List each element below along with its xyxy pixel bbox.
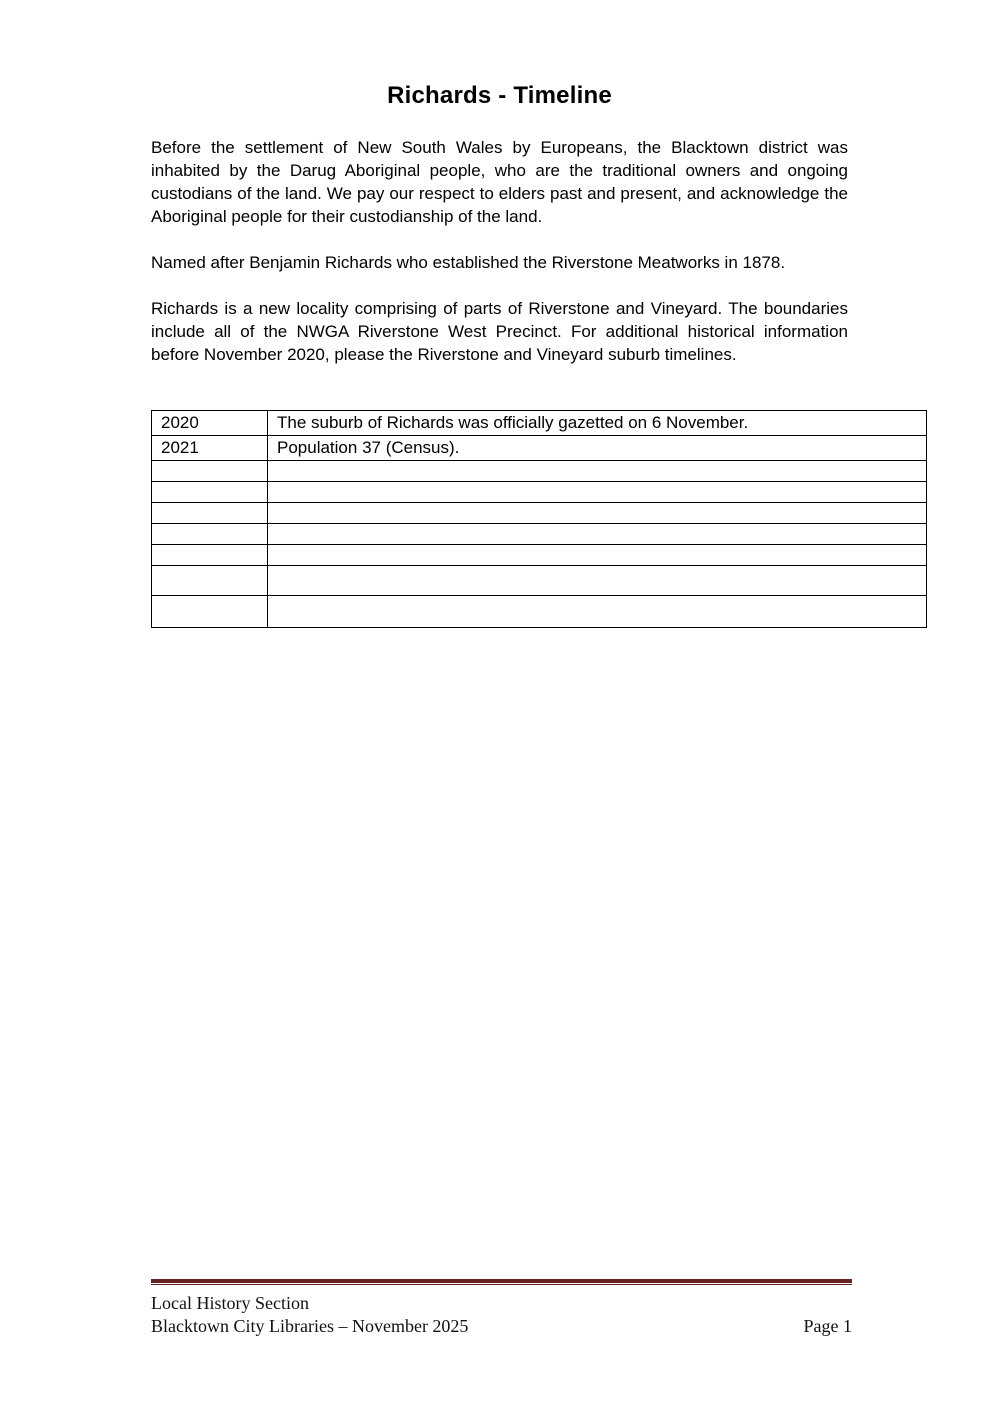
- table-row: [152, 524, 927, 545]
- year-cell: [152, 524, 268, 545]
- table-row: [152, 566, 927, 596]
- table-row: [152, 411, 927, 436]
- year-cell: [152, 566, 268, 596]
- event-cell: The suburb of Richards was officially gazetted on 6 November.: [268, 411, 927, 436]
- footer-rule-thin: [151, 1284, 852, 1285]
- footer-section-name: Local History Section: [151, 1293, 309, 1313]
- table-row: [152, 503, 927, 524]
- year-cell: [152, 503, 268, 524]
- event-cell: [268, 482, 927, 503]
- table-row: [152, 461, 927, 482]
- year-cell: [152, 596, 268, 628]
- event-cell: Population 37 (Census).: [268, 436, 927, 461]
- year-cell: 2020: [152, 411, 268, 436]
- page-title: Richards - Timeline: [387, 82, 612, 109]
- table-row: [152, 482, 927, 503]
- table-row: [152, 596, 927, 628]
- year-cell: [152, 482, 268, 503]
- footer-page-number: Page 1: [803, 1316, 852, 1336]
- year-cell: [152, 545, 268, 566]
- timeline-table: [151, 410, 927, 628]
- footer-rule-thick: [151, 1279, 852, 1283]
- year-cell: [152, 461, 268, 482]
- page-footer: [151, 1279, 852, 1338]
- timeline-table-body: [152, 411, 927, 628]
- event-cell: [268, 461, 927, 482]
- footer-library-date: Blacktown City Libraries – November 2025: [151, 1316, 469, 1336]
- event-cell: [268, 503, 927, 524]
- table-row: [152, 545, 927, 566]
- event-cell: [268, 596, 927, 628]
- table-row: [152, 436, 927, 461]
- event-cell: [268, 524, 927, 545]
- event-cell: [268, 545, 927, 566]
- year-cell: 2021: [152, 436, 268, 461]
- paragraph-acknowledgement: Before the settlement of New South Wales by Europeans, the Blacktown district was inhabited by the Darug Aboriginal people, who are the traditional owners and ongoing custodians of the land. We pay our respect to elders past and present, and acknowledge the Aboriginal people for their custodianship of the land.: [151, 138, 848, 226]
- footer-line2: [151, 1315, 852, 1338]
- document-body: [151, 0, 848, 628]
- paragraph-name-origin: Named after Benjamin Richards who established the Riverstone Meatworks in 1878.: [151, 253, 786, 272]
- event-cell: [268, 566, 927, 596]
- paragraph-locality-description: Richards is a new locality comprising of parts of Riverstone and Vineyard. The boundaries include all of the NWGA Riverstone West Precinct. For additional historical information before November 2020, please the Riverstone and Vineyard suburb timelines.: [151, 299, 848, 364]
